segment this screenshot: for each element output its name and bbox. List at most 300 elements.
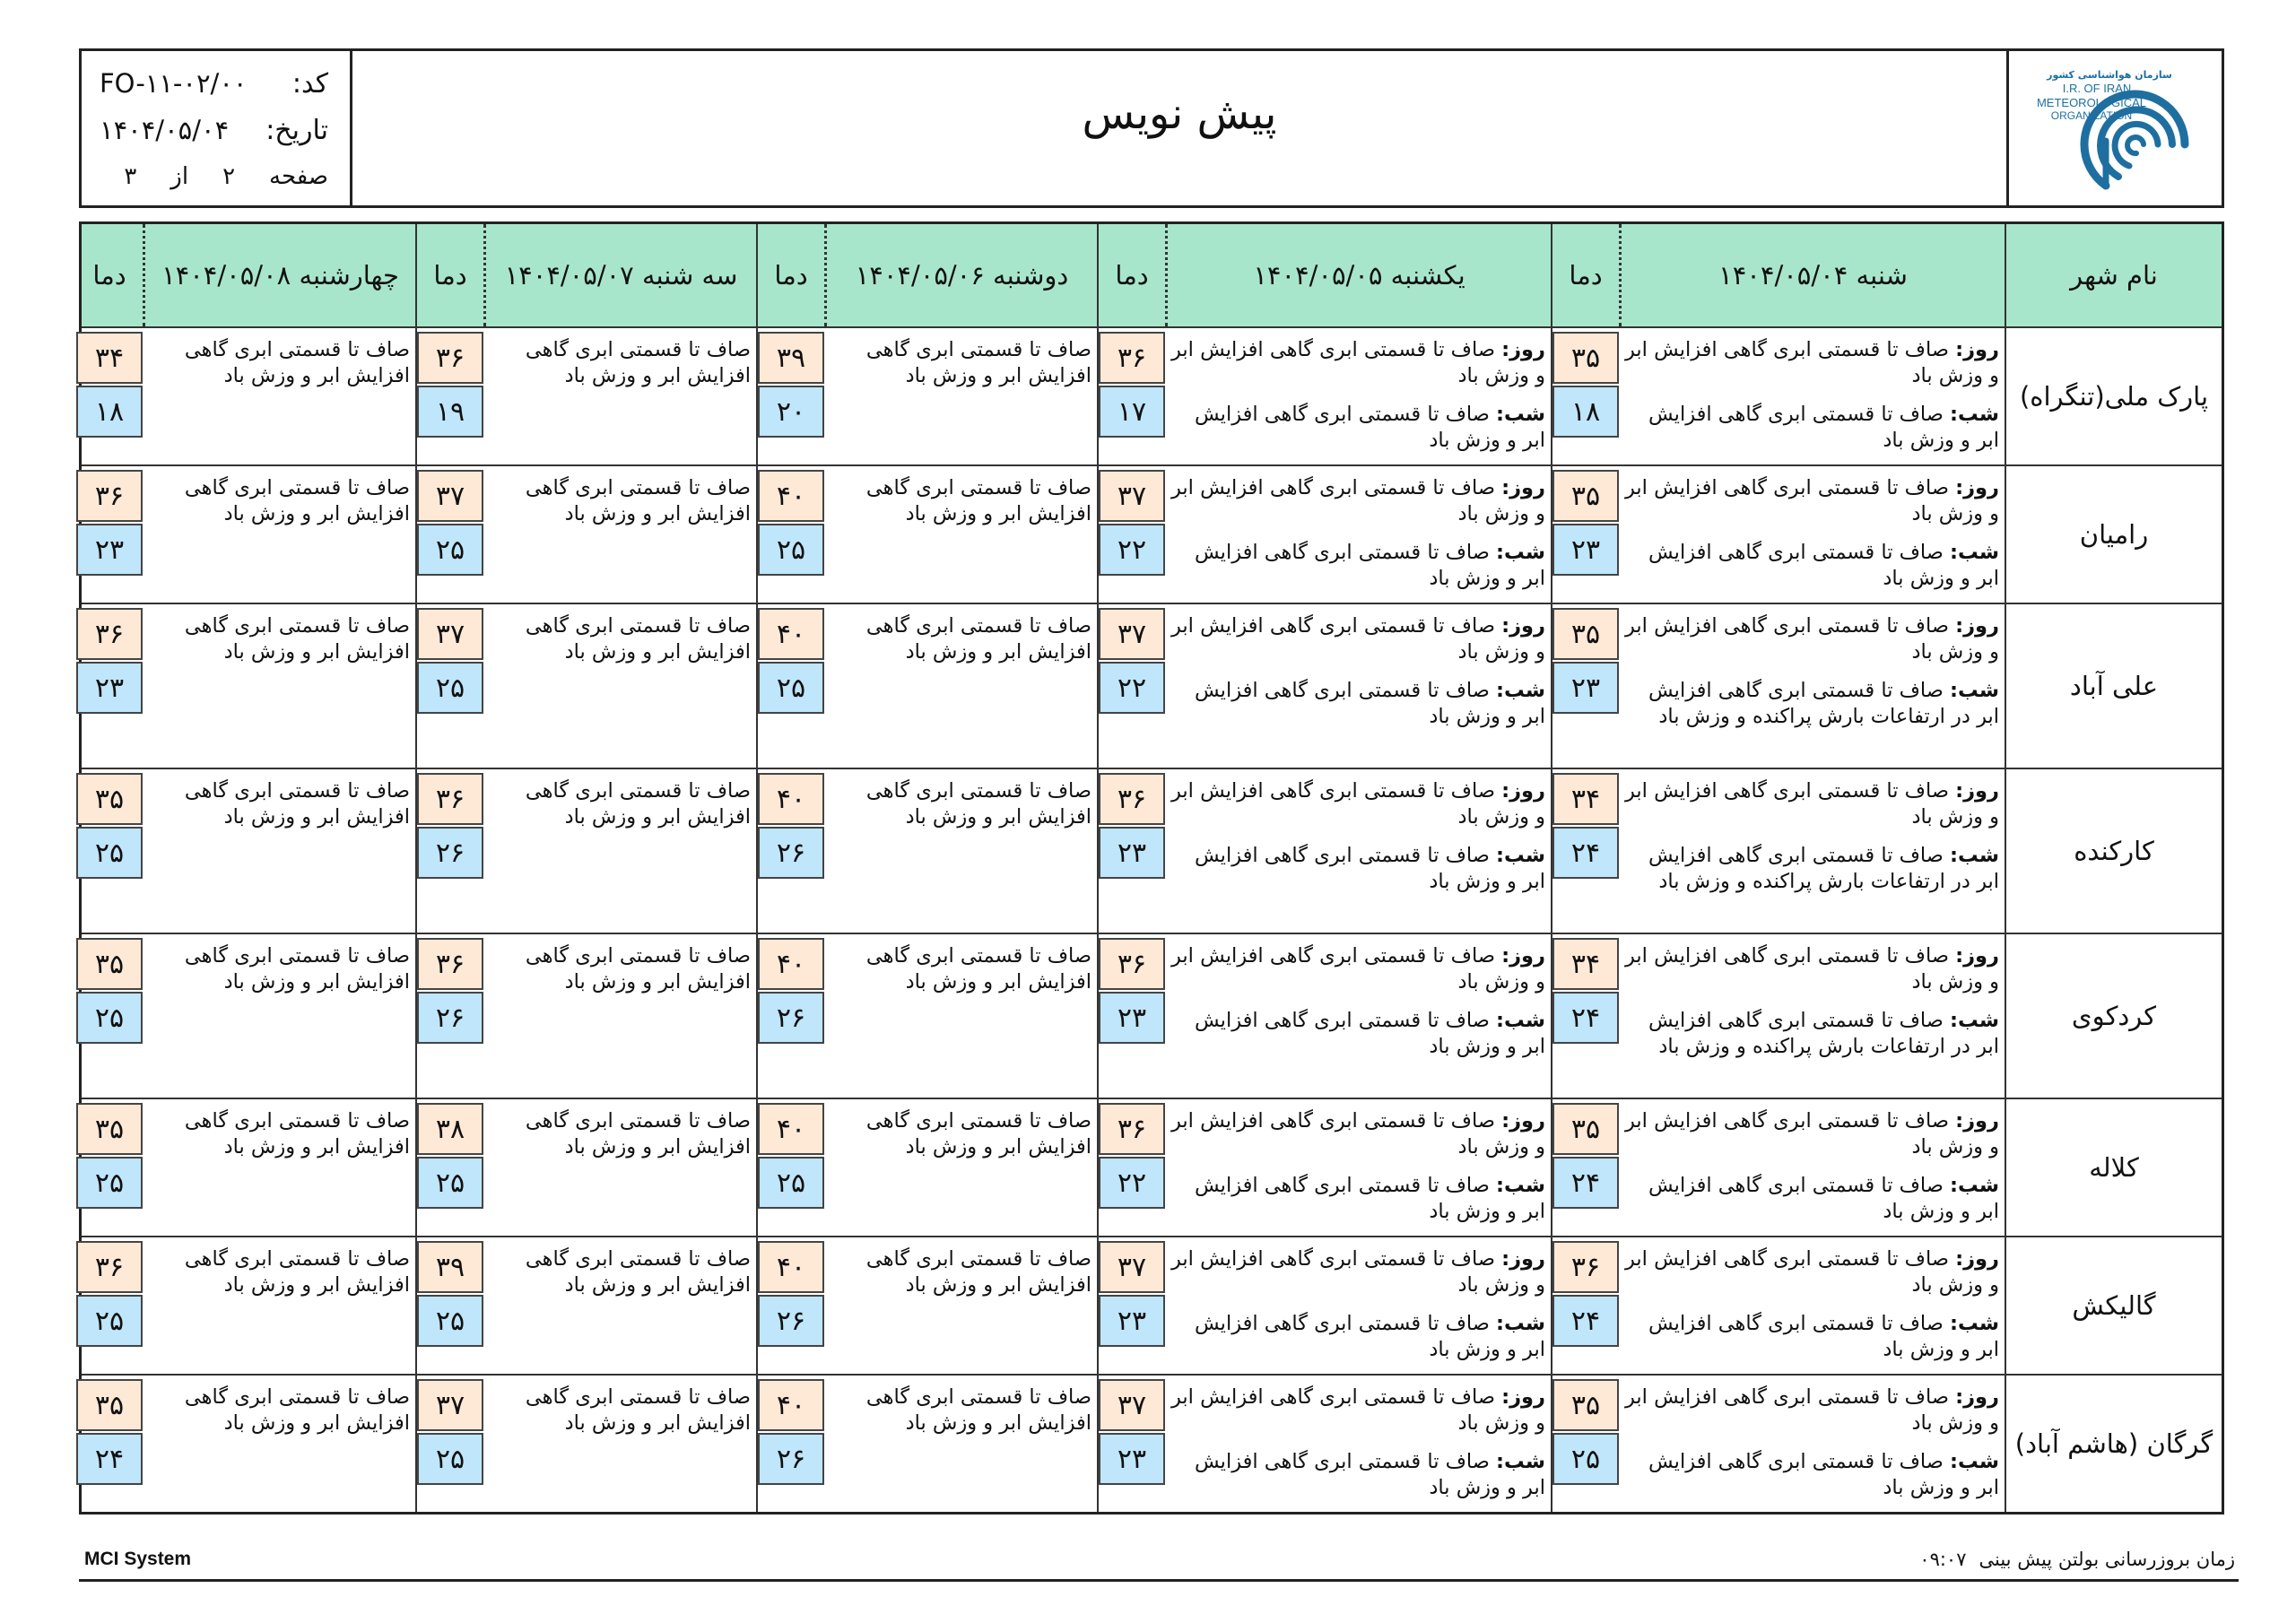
night-period-label: شب: — [1496, 1312, 1545, 1335]
forecast-text: صاف تا قسمتی ابری گاهی افزایش ابر و وزش باد — [184, 944, 410, 994]
min-temperature: ۲۶ — [758, 1295, 824, 1347]
min-temperature: ۲۴ — [1552, 1157, 1619, 1209]
city-name: کردکوی — [2071, 1001, 2157, 1031]
temperature-box — [758, 604, 824, 768]
day-period-text: صاف تا قسمتی ابری گاهی افزایش ابر و وزش باد — [1624, 1247, 1999, 1297]
forecast-cell — [76, 1237, 417, 1374]
forecast-text: صاف تا قسمتی ابری گاهی افزایش ابر و وزش باد — [865, 1247, 1091, 1297]
max-temperature: ۳۵ — [76, 938, 143, 990]
max-temperature: ۳۵ — [76, 1103, 143, 1155]
forecast-text: صاف تا قسمتی ابری گاهی افزایش ابر و وزش باد — [184, 338, 410, 387]
day-period-label: روز: — [1955, 476, 1999, 499]
min-temperature: ۲۵ — [417, 524, 483, 576]
day-period-text: صاف تا قسمتی ابری گاهی افزایش ابر و وزش باد — [1170, 1247, 1545, 1297]
day-period-label: روز: — [1955, 1109, 1999, 1133]
day-period-text: صاف تا قسمتی ابری گاهی افزایش ابر و وزش باد — [1170, 338, 1545, 387]
forecast-text: صاف تا قسمتی ابری گاهی افزایش ابر و وزش باد — [525, 779, 751, 829]
forecast-cell — [417, 328, 758, 464]
max-temperature: ۴۰ — [758, 1241, 824, 1293]
forecast-description — [1165, 466, 1551, 603]
min-temperature: ۲۲ — [1099, 524, 1165, 576]
forecast-cell — [76, 769, 417, 933]
forecast-description — [1619, 1376, 2005, 1512]
min-temperature: ۲۵ — [76, 992, 143, 1044]
forecast-cell — [1099, 1099, 1552, 1236]
max-temperature: ۳۶ — [417, 938, 483, 990]
forecast-description — [1619, 934, 2005, 1098]
min-temperature: ۲۳ — [1552, 524, 1619, 576]
table-header-row — [82, 224, 2222, 328]
temperature-box — [758, 466, 824, 603]
day-period-label: روز: — [1955, 614, 1999, 638]
min-temperature: ۲۶ — [758, 827, 824, 879]
night-period-label: شب: — [1496, 679, 1545, 702]
day-period — [1624, 613, 1999, 665]
forecast-text: صاف تا قسمتی ابری گاهی افزایش ابر و وزش باد — [865, 614, 1091, 664]
city-name: رامیان — [2079, 519, 2149, 550]
temp-column-header: دما — [1099, 224, 1168, 326]
temperature-box — [76, 466, 143, 603]
day-column-header — [417, 224, 758, 326]
forecast-description — [483, 1099, 756, 1236]
city-name: پارک ملی(تنگراه) — [2019, 381, 2209, 412]
document-meta — [82, 51, 352, 205]
temperature-box — [1099, 1099, 1165, 1236]
max-temperature: ۳۷ — [1099, 470, 1165, 522]
max-temperature: ۳۵ — [1552, 608, 1619, 660]
min-temperature: ۲۴ — [76, 1433, 143, 1485]
forecast-text: صاف تا قسمتی ابری گاهی افزایش ابر و وزش باد — [525, 1385, 751, 1435]
forecast-description — [143, 328, 415, 464]
max-temperature: ۴۰ — [758, 608, 824, 660]
day-period — [1170, 943, 1545, 995]
night-period-text: صاف تا قسمتی ابری گاهی افزایش ابر و وزش باد — [1195, 1009, 1545, 1058]
night-period-label: شب: — [1496, 1009, 1545, 1032]
temperature-box — [417, 328, 483, 464]
max-temperature: ۴۰ — [758, 1379, 824, 1431]
forecast-description — [483, 604, 756, 768]
temperature-box — [1552, 328, 1619, 464]
forecast-cell — [417, 604, 758, 768]
temperature-box — [758, 1237, 824, 1374]
table-row — [82, 934, 2222, 1099]
min-temperature: ۲۲ — [1099, 662, 1165, 714]
day-period — [1624, 337, 1999, 389]
min-temperature: ۲۳ — [1099, 992, 1165, 1044]
forecast-text: صاف تا قسمتی ابری گاهی افزایش ابر و وزش باد — [525, 1247, 751, 1297]
night-period — [1170, 1008, 1545, 1060]
day-period-label: روز: — [1955, 1385, 1999, 1409]
system-name: MCI System — [84, 1549, 192, 1569]
min-temperature: ۲۴ — [1552, 827, 1619, 879]
city-name: کارکنده — [2074, 836, 2154, 866]
forecast-description — [824, 604, 1097, 768]
logo-line-1: سازمان هواشناسی کشور — [2047, 69, 2172, 81]
night-period-text: صاف تا قسمتی ابری گاهی افزایش ابر و وزش باد — [1195, 844, 1545, 893]
forecast-text: صاف تا قسمتی ابری گاهی افزایش ابر و وزش باد — [184, 1247, 410, 1297]
forecast-description — [824, 1237, 1097, 1374]
day-period-label: روز: — [1955, 1247, 1999, 1271]
min-temperature: ۲۵ — [76, 1295, 143, 1347]
day-period-label: روز: — [1501, 1109, 1545, 1133]
day-period-text: صاف تا قسمتی ابری گاهی افزایش ابر و وزش باد — [1624, 1385, 1999, 1435]
temperature-box — [417, 1237, 483, 1374]
forecast-description — [483, 466, 756, 603]
forecast-description — [1165, 328, 1551, 464]
forecast-cell — [758, 1237, 1099, 1374]
max-temperature: ۳۶ — [1552, 1241, 1619, 1293]
city-name: کلاله — [2089, 1152, 2139, 1183]
forecast-description — [1165, 1099, 1551, 1236]
temperature-box — [1099, 934, 1165, 1098]
forecast-cell — [1552, 1376, 2006, 1512]
min-temperature: ۲۳ — [1099, 827, 1165, 879]
min-temperature: ۲۵ — [417, 1433, 483, 1485]
forecast-description — [483, 934, 756, 1098]
forecast-description — [143, 604, 415, 768]
forecast-cell — [1099, 1237, 1552, 1374]
day-period-label: روز: — [1501, 1385, 1545, 1409]
temperature-box — [417, 466, 483, 603]
max-temperature: ۴۰ — [758, 773, 824, 825]
night-period-label: شب: — [1950, 1009, 1999, 1032]
max-temperature: ۳۴ — [1552, 938, 1619, 990]
day-period — [1170, 613, 1545, 665]
temperature-box — [758, 328, 824, 464]
night-period — [1624, 843, 1999, 895]
day-period — [1624, 1108, 1999, 1160]
day-period-label: روز: — [1501, 614, 1545, 638]
forecast-description — [143, 1099, 415, 1236]
night-period-label: شب: — [1950, 844, 1999, 867]
max-temperature: ۳۶ — [1099, 773, 1165, 825]
max-temperature: ۳۷ — [417, 608, 483, 660]
forecast-description — [824, 328, 1097, 464]
forecast-text: صاف تا قسمتی ابری گاهی افزایش ابر و وزش باد — [865, 1385, 1091, 1435]
temperature-box — [1552, 1376, 1619, 1512]
forecast-text: صاف تا قسمتی ابری گاهی افزایش ابر و وزش باد — [865, 779, 1091, 829]
table-row — [82, 1376, 2222, 1512]
max-temperature: ۴۰ — [758, 1103, 824, 1155]
logo-line-2: I.R. OF IRAN — [2062, 82, 2132, 95]
temperature-box — [1099, 604, 1165, 768]
forecast-table — [79, 221, 2224, 1515]
night-period-text: صاف تا قسمتی ابری گاهی افزایش ابر در ارتفاعات بارش پراکنده و وزش باد — [1648, 679, 1999, 728]
page-title: پیش نویس — [1082, 89, 1277, 139]
day-period-label: روز: — [1501, 476, 1545, 499]
max-temperature: ۳۷ — [417, 470, 483, 522]
day-period-label: روز: — [1955, 338, 1999, 361]
logo-line-3: METEOROLOGICAL — [2036, 96, 2147, 109]
night-period — [1624, 1311, 1999, 1363]
forecast-text: صاف تا قسمتی ابری گاهی افزایش ابر و وزش باد — [865, 338, 1091, 387]
temperature-box — [1552, 1237, 1619, 1374]
temperature-box — [417, 934, 483, 1098]
temperature-box — [417, 1376, 483, 1512]
max-temperature: ۳۵ — [1552, 1103, 1619, 1155]
max-temperature: ۳۶ — [1099, 938, 1165, 990]
forecast-description — [483, 328, 756, 464]
day-period-text: صاف تا قسمتی ابری گاهی افزایش ابر و وزش باد — [1170, 614, 1545, 664]
table-row — [82, 1099, 2222, 1237]
table-row — [82, 769, 2222, 934]
night-period-label: شب: — [1950, 679, 1999, 702]
forecast-cell — [758, 604, 1099, 768]
day-column-header — [76, 224, 417, 326]
night-period-label: شب: — [1496, 541, 1545, 564]
forecast-cell — [76, 1099, 417, 1236]
day-period-label: روز: — [1501, 944, 1545, 968]
forecast-text: صاف تا قسمتی ابری گاهی افزایش ابر و وزش باد — [184, 1109, 410, 1159]
forecast-text: صاف تا قسمتی ابری گاهی افزایش ابر و وزش باد — [865, 476, 1091, 525]
night-period — [1624, 1173, 1999, 1225]
temperature-box — [1099, 1376, 1165, 1512]
forecast-description — [143, 1237, 415, 1374]
min-temperature: ۲۵ — [758, 662, 824, 714]
forecast-cell — [1099, 466, 1552, 603]
night-period-text: صاف تا قسمتی ابری گاهی افزایش ابر و وزش باد — [1195, 541, 1545, 590]
forecast-text: صاف تا قسمتی ابری گاهی افزایش ابر و وزش باد — [525, 944, 751, 994]
night-period-label: شب: — [1950, 1312, 1999, 1335]
min-temperature: ۱۷ — [1099, 386, 1165, 438]
temperature-box — [758, 1099, 824, 1236]
day-period — [1170, 1108, 1545, 1160]
night-period-text: صاف تا قسمتی ابری گاهی افزایش ابر و وزش باد — [1648, 1450, 1999, 1499]
min-temperature: ۲۳ — [1099, 1433, 1165, 1485]
temperature-box — [76, 1237, 143, 1374]
update-time-info — [1919, 1549, 2235, 1570]
forecast-cell — [1552, 934, 2006, 1098]
night-period-text: صاف تا قسمتی ابری گاهی افزایش ابر و وزش باد — [1648, 541, 1999, 590]
forecast-text: صاف تا قسمتی ابری گاهی افزایش ابر و وزش باد — [525, 476, 751, 525]
min-temperature: ۲۵ — [417, 662, 483, 714]
min-temperature: ۲۶ — [758, 992, 824, 1044]
min-temperature: ۲۵ — [417, 1157, 483, 1209]
day-period — [1170, 778, 1545, 830]
night-period-text: صاف تا قسمتی ابری گاهی افزایش ابر و وزش باد — [1648, 1312, 1999, 1361]
forecast-description — [1165, 604, 1551, 768]
temperature-box — [1552, 769, 1619, 933]
temperature-box — [1552, 1099, 1619, 1236]
forecast-cell — [1099, 769, 1552, 933]
min-temperature: ۲۴ — [1552, 1295, 1619, 1347]
night-period-text: صاف تا قسمتی ابری گاهی افزایش ابر در ارتفاعات بارش پراکنده و وزش باد — [1648, 1009, 1999, 1058]
min-temperature: ۲۵ — [758, 524, 824, 576]
spiral-logo-icon — [2009, 51, 2224, 205]
temperature-box — [76, 1099, 143, 1236]
temperature-box — [1099, 328, 1165, 464]
update-label: زمان بروزرسانی بولتن پیش بینی — [1979, 1549, 2235, 1570]
temperature-box — [76, 934, 143, 1098]
min-temperature: ۱۸ — [76, 386, 143, 438]
temperature-box — [758, 934, 824, 1098]
day-period — [1624, 943, 1999, 995]
max-temperature: ۳۶ — [1099, 332, 1165, 384]
forecast-cell — [1552, 769, 2006, 933]
city-name: گرگان (هاشم آباد) — [2014, 1428, 2213, 1459]
night-period-text: صاف تا قسمتی ابری گاهی افزایش ابر و وزش باد — [1648, 403, 1999, 452]
day-period — [1624, 778, 1999, 830]
forecast-cell — [417, 769, 758, 933]
day-header-label: یکشنبه ۱۴۰۴/۰۵/۰۵ — [1253, 260, 1465, 291]
night-period — [1170, 1311, 1545, 1363]
min-temperature: ۲۵ — [76, 1157, 143, 1209]
night-period-text: صاف تا قسمتی ابری گاهی افزایش ابر و وزش باد — [1195, 403, 1545, 452]
max-temperature: ۳۷ — [1099, 608, 1165, 660]
night-period — [1624, 540, 1999, 592]
night-period-text: صاف تا قسمتی ابری گاهی افزایش ابر و وزش باد — [1648, 1174, 1999, 1223]
code-value: FO-۱۱-۰۲/۰۰ — [100, 68, 248, 99]
temperature-box — [417, 769, 483, 933]
night-period-label: شب: — [1950, 1174, 1999, 1197]
min-temperature: ۲۵ — [417, 1295, 483, 1347]
temperature-box — [1099, 466, 1165, 603]
page-of: از — [170, 163, 189, 190]
page-current: ۲ — [222, 163, 236, 190]
forecast-text: صاف تا قسمتی ابری گاهی افزایش ابر و وزش باد — [184, 476, 410, 525]
forecast-cell — [1099, 328, 1552, 464]
document-header — [79, 48, 2224, 208]
forecast-cell — [1099, 934, 1552, 1098]
night-period — [1170, 1173, 1545, 1225]
night-period-label: شب: — [1496, 403, 1545, 426]
max-temperature: ۴۰ — [758, 470, 824, 522]
max-temperature: ۳۵ — [1552, 332, 1619, 384]
temperature-box — [758, 769, 824, 933]
day-column-header — [1552, 224, 2006, 326]
forecast-text: صاف تا قسمتی ابری گاهی افزایش ابر و وزش باد — [865, 944, 1091, 994]
day-period — [1624, 1384, 1999, 1436]
max-temperature: ۳۹ — [417, 1241, 483, 1293]
day-period — [1170, 1246, 1545, 1298]
max-temperature: ۳۶ — [1099, 1103, 1165, 1155]
min-temperature: ۲۵ — [758, 1157, 824, 1209]
min-temperature: ۱۸ — [1552, 386, 1619, 438]
day-header-label: دوشنبه ۱۴۰۴/۰۵/۰۶ — [855, 260, 1069, 291]
max-temperature: ۳۵ — [1552, 470, 1619, 522]
night-period-label: شب: — [1496, 844, 1545, 867]
forecast-description — [143, 934, 415, 1098]
day-period-label: روز: — [1501, 1247, 1545, 1271]
forecast-cell — [758, 769, 1099, 933]
forecast-cell — [1099, 1376, 1552, 1512]
forecast-description — [824, 934, 1097, 1098]
forecast-cell — [76, 934, 417, 1098]
max-temperature: ۳۶ — [76, 608, 143, 660]
temperature-box — [76, 328, 143, 464]
day-period — [1170, 475, 1545, 527]
night-period-label: شب: — [1496, 1174, 1545, 1197]
max-temperature: ۳۹ — [758, 332, 824, 384]
night-period-label: شب: — [1950, 1450, 1999, 1473]
day-period — [1170, 1384, 1545, 1436]
day-period-label: روز: — [1955, 944, 1999, 968]
max-temperature: ۳۷ — [1099, 1379, 1165, 1431]
day-header-label: سه شنبه ۱۴۰۴/۰۵/۰۷ — [504, 260, 738, 291]
min-temperature: ۲۳ — [76, 524, 143, 576]
code-label: کد: — [291, 67, 328, 100]
forecast-cell — [1552, 604, 2006, 768]
day-period-label: روز: — [1955, 779, 1999, 803]
temperature-box — [1099, 769, 1165, 933]
night-period — [1624, 1449, 1999, 1501]
forecast-cell — [758, 1099, 1099, 1236]
forecast-cell — [76, 604, 417, 768]
forecast-description — [483, 769, 756, 933]
page-label: صفحه — [269, 163, 328, 190]
city-name: گالیکش — [2072, 1290, 2156, 1321]
day-period-label: روز: — [1501, 338, 1545, 361]
temperature-box — [76, 1376, 143, 1512]
forecast-description — [1165, 769, 1551, 933]
day-period-text: صاف تا قسمتی ابری گاهی افزایش ابر و وزش باد — [1624, 944, 1999, 994]
forecast-text: صاف تا قسمتی ابری گاهی افزایش ابر و وزش باد — [184, 779, 410, 829]
night-period — [1170, 843, 1545, 895]
min-temperature: ۲۶ — [758, 1433, 824, 1485]
forecast-description — [824, 1099, 1097, 1236]
forecast-text: صاف تا قسمتی ابری گاهی افزایش ابر و وزش باد — [184, 614, 410, 664]
temperature-box — [1099, 1237, 1165, 1374]
max-temperature: ۴۰ — [758, 938, 824, 990]
page-footer — [79, 1549, 2239, 1582]
min-temperature: ۲۲ — [1099, 1157, 1165, 1209]
day-period-text: صاف تا قسمتی ابری گاهی افزایش ابر و وزش باد — [1624, 779, 1999, 829]
day-period-text: صاف تا قسمتی ابری گاهی افزایش ابر و وزش باد — [1170, 779, 1545, 829]
forecast-cell — [1552, 1237, 2006, 1374]
table-row — [82, 328, 2222, 466]
table-row — [82, 466, 2222, 604]
logo-line-4: ORGANIZATION — [2050, 109, 2133, 122]
min-temperature: ۲۵ — [76, 827, 143, 879]
forecast-cell — [76, 328, 417, 464]
max-temperature: ۳۵ — [76, 773, 143, 825]
min-temperature: ۱۹ — [417, 386, 483, 438]
min-temperature: ۲۰ — [758, 386, 824, 438]
forecast-text: صاف تا قسمتی ابری گاهی افزایش ابر و وزش باد — [525, 614, 751, 664]
forecast-text: صاف تا قسمتی ابری گاهی افزایش ابر و وزش باد — [865, 1109, 1091, 1159]
forecast-cell — [417, 934, 758, 1098]
night-period-text: صاف تا قسمتی ابری گاهی افزایش ابر و وزش باد — [1195, 679, 1545, 728]
day-period-label: روز: — [1501, 779, 1545, 803]
temperature-box — [1552, 466, 1619, 603]
temp-column-header: دما — [1552, 224, 1622, 326]
forecast-cell — [1552, 466, 2006, 603]
forecast-text: صاف تا قسمتی ابری گاهی افزایش ابر و وزش باد — [525, 1109, 751, 1159]
day-period — [1624, 1246, 1999, 1298]
min-temperature: ۲۶ — [417, 827, 483, 879]
min-temperature: ۲۵ — [1552, 1433, 1619, 1485]
day-period-text: صاف تا قسمتی ابری گاهی افزایش ابر و وزش باد — [1624, 1109, 1999, 1159]
forecast-cell — [1552, 1099, 2006, 1236]
night-period-text: صاف تا قسمتی ابری گاهی افزایش ابر و وزش باد — [1195, 1312, 1545, 1361]
forecast-cell — [417, 466, 758, 603]
forecast-description — [143, 466, 415, 603]
forecast-description — [824, 769, 1097, 933]
night-period — [1624, 402, 1999, 454]
temperature-box — [1552, 604, 1619, 768]
day-period-text: صاف تا قسمتی ابری گاهی افزایش ابر و وزش باد — [1170, 476, 1545, 525]
forecast-text: صاف تا قسمتی ابری گاهی افزایش ابر و وزش باد — [525, 338, 751, 387]
max-temperature: ۳۴ — [1552, 773, 1619, 825]
forecast-cell — [417, 1376, 758, 1512]
max-temperature: ۳۵ — [76, 1379, 143, 1431]
day-header-label: چهارشنبه ۱۴۰۴/۰۵/۰۸ — [161, 260, 399, 291]
table-row — [82, 1237, 2222, 1376]
forecast-description — [483, 1237, 756, 1374]
forecast-description — [1165, 1237, 1551, 1374]
max-temperature: ۳۵ — [1552, 1379, 1619, 1431]
max-temperature: ۳۶ — [76, 1241, 143, 1293]
